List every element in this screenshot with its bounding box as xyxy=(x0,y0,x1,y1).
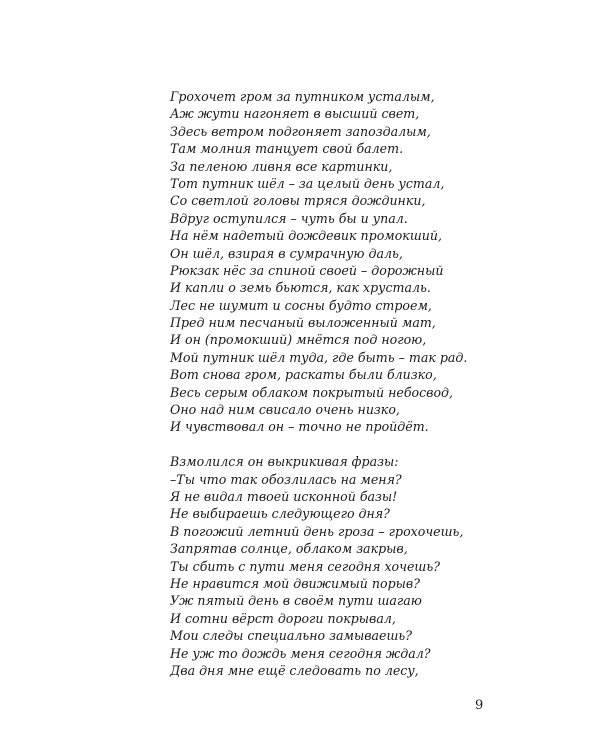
poem-line: Аж жути нагоняет в высший свет, xyxy=(170,106,420,122)
poem-line: Запрятав солнце, облаком закрыв, xyxy=(170,541,408,557)
poem-line: Со светлой головы тряся дождинки, xyxy=(170,193,426,209)
poem-line: Ты сбить с пути меня сегодня хочешь? xyxy=(170,558,440,574)
poem-line: Там молния танцует свой балет. xyxy=(170,141,404,157)
poem-line: В погожий летний день гроза – грохочешь, xyxy=(170,523,464,539)
poem-line: Лес не шумит и сосны будто строем, xyxy=(170,297,432,313)
page-number: 9 xyxy=(475,698,484,713)
poem-line: Оно над ним свисало очень низко, xyxy=(170,402,400,418)
poem-line: Весь серым облаком покрытый небосвод, xyxy=(170,384,454,400)
poem-line: Я не видал твоей исконной базы! xyxy=(170,488,398,504)
poem-line: Тот путник шёл – за целый день устал, xyxy=(170,175,445,191)
poem-line: Мой путник шёл туда, где быть – так рад. xyxy=(170,349,468,365)
poem-line: И сотни вёрст дороги покрывал, xyxy=(170,610,396,626)
poem-line: Вот снова гром, раскаты были близко, xyxy=(170,367,437,383)
poem-line: Не уж то дождь меня сегодня ждал? xyxy=(170,645,431,661)
poem-line: Не выбираешь следующего дня? xyxy=(170,506,390,522)
poem-line: Два дня мне ещё следовать по лесу, xyxy=(170,662,419,678)
poem-line: Взмолился он выкрикивая фразы: xyxy=(170,454,399,470)
poem-line: –Ты что так обозлилась на меня? xyxy=(170,471,402,487)
poem-line: Вдруг оступился – чуть бы и упал. xyxy=(170,210,408,226)
stanza-2 xyxy=(170,453,550,679)
poem-line: И чувствовал он – точно не пройдёт. xyxy=(170,419,429,435)
poem-line: Рюкзак нёс за спиной своей – дорожный xyxy=(170,262,444,278)
poem-text xyxy=(170,88,550,679)
stanza-1 xyxy=(170,88,550,436)
poem-line: Здесь ветром подгоняет запоздалым, xyxy=(170,123,431,139)
poem-line: И капли о земь бьются, как хрусталь. xyxy=(170,280,431,296)
poem-line: За пеленою ливня все картинки, xyxy=(170,158,393,174)
poem-line: Не нравится мой движимый порыв? xyxy=(170,575,420,591)
poem-line: Он шёл, взирая в сумрачную даль, xyxy=(170,245,403,261)
poem-line: На нём надетый дождевик промокший, xyxy=(170,228,442,244)
poem-line: Пред ним песчаный выложенный мат, xyxy=(170,315,436,331)
poem-line: Уж пятый день в своём пути шагаю xyxy=(170,593,422,609)
poem-line: И он (промокший) мнётся под ногою, xyxy=(170,332,427,348)
poem-line: Грохочет гром за путником усталым, xyxy=(170,89,435,104)
poem-line: Мои следы специально замываешь? xyxy=(170,628,413,644)
